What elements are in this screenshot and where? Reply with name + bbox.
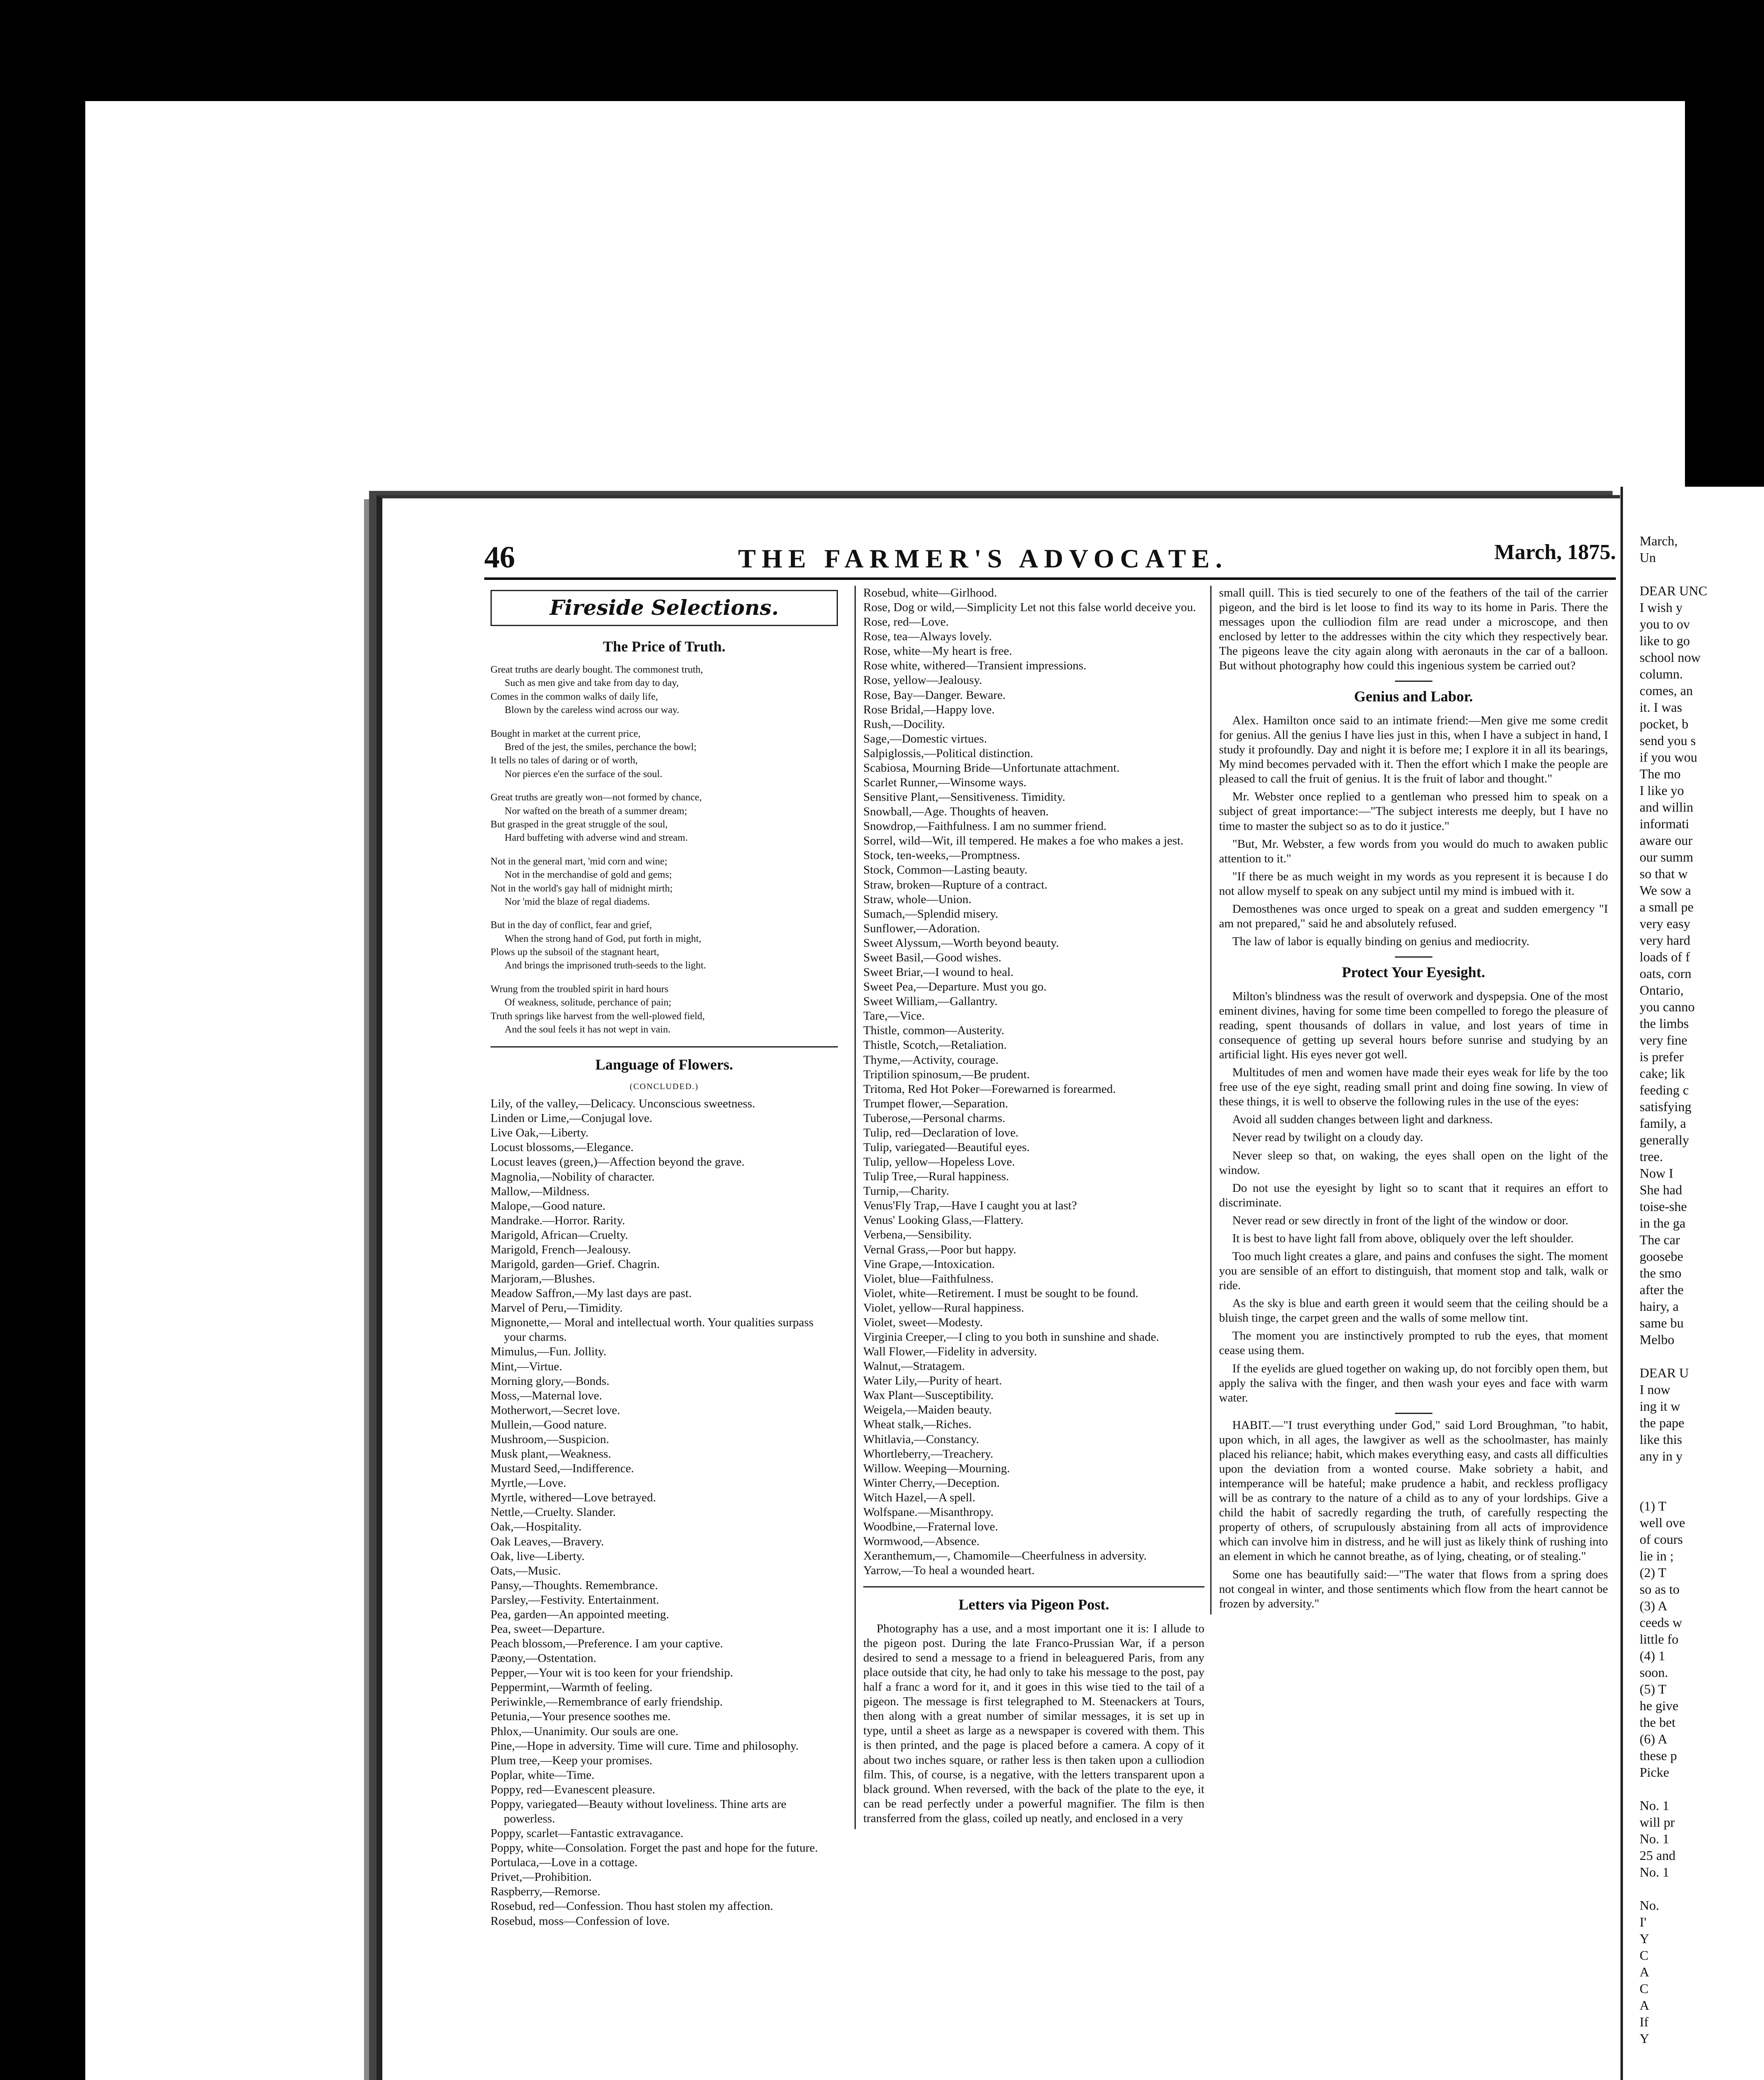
poem-stanza <box>491 855 838 909</box>
flower-entry: Motherwort,—Secret love. <box>491 1403 620 1417</box>
adjacent-line: in the ga <box>1640 1216 1686 1231</box>
adjacent-line: the bet <box>1640 1715 1676 1730</box>
poem-line: And brings the imprisoned truth-seeds to the light. <box>505 960 706 971</box>
adjacent-line: Y <box>1640 1931 1650 1946</box>
flower-entry: Whitlavia,—Constancy. <box>863 1432 979 1446</box>
flower-entry: Sweet Pea,—Departure. Must you go. <box>863 980 1047 994</box>
poem-line: And the soul feels it has not wept in vain. <box>505 1024 671 1035</box>
adjacent-line: same bu <box>1640 1315 1684 1330</box>
adjacent-line: tree. <box>1640 1149 1663 1164</box>
flower-entry: Live Oak,—Liberty. <box>491 1126 589 1140</box>
flower-entry: Stock, Common—Lasting beauty. <box>863 863 1028 877</box>
adjacent-line: (6) A <box>1640 1731 1667 1746</box>
header-rule <box>484 577 1616 580</box>
flower-entry: Mustard Seed,—Indifference. <box>491 1462 634 1476</box>
habit-article <box>1219 1418 1608 1611</box>
flower-entry: Violet, sweet—Modesty. <box>863 1315 983 1329</box>
adjacent-line: Ontario, <box>1640 983 1684 998</box>
flower-entry: Marvel of Peru,—Timidity. <box>491 1301 623 1315</box>
poem-line: Hard buffeting with adverse wind and stream. <box>505 832 688 844</box>
flower-entry: Myrtle,—Love. <box>491 1476 567 1490</box>
flower-entry: Oak Leaves,—Bravery. <box>491 1535 604 1548</box>
flower-entry: Straw, broken—Rupture of a contract. <box>863 878 1048 891</box>
poem-line: Comes in the common walks of daily life, <box>491 691 658 702</box>
adjacent-line: very easy <box>1640 916 1690 931</box>
poem-line: When the strong hand of God, put forth in might, <box>505 933 701 944</box>
adjacent-line: No. <box>1640 1898 1660 1913</box>
genius-paragraph: The law of labor is equally binding on genius and mediocrity. <box>1232 935 1530 948</box>
issue-date: March, 1875. <box>1494 540 1616 564</box>
eyesight-article <box>1219 989 1608 1405</box>
eyesight-paragraph: If the eyelids are glued together on waking up, do not forcibly open them, but apply the saliva with the finger, and then wash your eyes and face with warm water. <box>1219 1362 1608 1404</box>
eyesight-paragraph: Do not use the eyesight by light so to scant that it requires an effort to discriminate. <box>1219 1181 1608 1209</box>
pigeon-article-continued <box>1219 586 1608 673</box>
flower-entry: Sunflower,—Adoration. <box>863 921 980 935</box>
adjacent-line: Y <box>1640 2031 1650 2046</box>
poem-line: Bought in market at the current price, <box>491 728 641 739</box>
flower-entry: Tuberose,—Personal charms. <box>863 1111 1006 1125</box>
flower-entry: Linden or Lime,—Conjugal love. <box>491 1112 653 1125</box>
poem-line: Of weakness, solitude, perchance of pain; <box>505 997 671 1008</box>
adjacent-line: you canno <box>1640 999 1695 1014</box>
flower-entry: Petunia,—Your presence soothes me. <box>491 1710 671 1723</box>
flower-entry: Sensitive Plant,—Sensitiveness. Timidity. <box>863 790 1065 804</box>
genius-paragraph: Mr. Webster once replied to a gentleman who pressed him to speak on a subject of great importance:—"The subject interests me deeply, but I have no time to master the subject so as to do it justice." <box>1219 790 1608 833</box>
flower-entry: Pine,—Hope in adversity. Time will cure. Time and philosophy. <box>491 1739 799 1753</box>
flower-entry: Oak,—Hospitality. <box>491 1520 582 1534</box>
flower-entry: Rose, white—My heart is free. <box>863 644 1012 658</box>
poem-stanza <box>491 983 838 1037</box>
flower-entry: Straw, whole—Union. <box>863 892 971 906</box>
adjacent-line: lie in ; <box>1640 1548 1674 1563</box>
flower-entry: Mushroom,—Suspicion. <box>491 1432 609 1446</box>
poem-line: Great truths are greatly won—not formed by chance, <box>491 792 702 803</box>
adjacent-line: 25 and <box>1640 1848 1676 1863</box>
eyesight-title: Protect Your Eyesight. <box>1342 964 1485 981</box>
flower-entry: Raspberry,—Remorse. <box>491 1885 600 1899</box>
pigeon-title: Letters via Pigeon Post. <box>959 1596 1109 1613</box>
adjacent-line: the smo <box>1640 1265 1682 1280</box>
genius-paragraph: "But, Mr. Webster, a few words from you would do much to awaken public attention to it." <box>1219 837 1608 865</box>
section-title: Fireside Selections. <box>550 595 779 620</box>
eyesight-paragraph: Too much light creates a glare, and pains and confuses the sight. The moment you are sensible of an effort to distinguish, that moment stop and talk, walk or ride. <box>1219 1249 1608 1293</box>
adjacent-line: I now <box>1640 1382 1670 1397</box>
flower-entry: Parsley,—Festivity. Entertainment. <box>491 1593 659 1607</box>
flower-entry: Portulaca,—Love in a cottage. <box>491 1856 638 1870</box>
adjacent-line: after the <box>1640 1282 1684 1297</box>
flower-entry: Vine Grape,—Intoxication. <box>863 1257 995 1271</box>
divider <box>1395 681 1432 682</box>
eyesight-paragraph: Never sleep so that, on waking, the eyes shall open on the light of the window. <box>1219 1149 1608 1177</box>
flower-entry: Rose Bridal,—Happy love. <box>863 703 995 716</box>
flower-entry: Rose, yellow—Jealousy. <box>863 674 982 687</box>
adjacent-line: C <box>1640 1981 1649 1996</box>
flower-entry: Oak, live—Liberty. <box>491 1549 585 1563</box>
flowers-title: Language of Flowers. <box>595 1056 733 1073</box>
adjacent-line: A <box>1640 1998 1650 2013</box>
flower-entry: Venus' Looking Glass,—Flattery. <box>863 1213 1024 1227</box>
poem-line: Plows up the subsoil of the stagnant heart, <box>491 947 659 958</box>
flower-entry: Oats,—Music. <box>491 1564 561 1577</box>
flower-entry: Pea, garden—An appointed meeting. <box>491 1607 669 1621</box>
flower-entry: Tulip, variegated—Beautiful eyes. <box>863 1140 1030 1154</box>
flower-entry: Marigold, garden—Grief. Chagrin. <box>491 1258 660 1271</box>
flower-entry: Willow. Weeping—Mourning. <box>863 1461 1010 1475</box>
flower-entry: Witch Hazel,—A spell. <box>863 1491 976 1504</box>
adjacent-line: A <box>1640 1964 1650 1979</box>
flower-entry: Marigold, African—Cruelty. <box>491 1228 628 1242</box>
flower-entry: Tulip, yellow—Hopeless Love. <box>863 1155 1015 1169</box>
adjacent-line: soon. <box>1640 1665 1668 1680</box>
adjacent-line: (2) T <box>1640 1565 1667 1580</box>
flower-entry: Privet,—Prohibition. <box>491 1870 592 1884</box>
adjacent-line: I wish y <box>1640 600 1683 615</box>
adjacent-line: so that w <box>1640 866 1688 881</box>
flower-entry: Musk plant,—Weakness. <box>491 1447 612 1461</box>
flower-entry: Periwinkle,—Remembrance of early friendship. <box>491 1695 723 1709</box>
flower-entry: Locust leaves (green,)—Affection beyond the grave. <box>491 1155 745 1169</box>
flower-entry: Sweet Briar,—I wound to heal. <box>863 966 1014 979</box>
concluded-note: (CONCLUDED.) <box>629 1082 699 1091</box>
adjacent-line: cake; lik <box>1640 1066 1685 1081</box>
flower-entry: Wall Flower,—Fidelity in adversity. <box>863 1345 1037 1359</box>
flower-entry: Whortleberry,—Treachery. <box>863 1447 993 1461</box>
flower-list-part-2 <box>863 586 1204 1578</box>
flower-entry: Marjoram,—Blushes. <box>491 1272 595 1286</box>
adjacent-line: a small pe <box>1640 899 1694 914</box>
flower-entry: Wormwood,—Absence. <box>863 1535 980 1548</box>
flower-entry: Venus'Fly Trap,—Have I caught you at last? <box>863 1199 1077 1213</box>
adjacent-line: pocket, b <box>1640 716 1689 731</box>
eyesight-paragraph: Never read or sew directly in front of the light of the window or door. <box>1232 1213 1568 1227</box>
poem-line: Such as men give and take from day to day, <box>505 678 679 689</box>
flower-entry: Poppy, white—Consolation. Forget the past and hope for the future. <box>491 1841 818 1855</box>
flower-entry: Peach blossom,—Preference. I am your captive. <box>491 1637 723 1651</box>
eyesight-paragraph: It is best to have light fall from above, obliquely over the left shoulder. <box>1232 1231 1574 1245</box>
flower-entry: Tulip Tree,—Rural happiness. <box>863 1170 1009 1184</box>
adjacent-line: you to ov <box>1640 617 1690 631</box>
adjacent-line: any in y <box>1640 1449 1683 1463</box>
adjacent-line <box>1640 1780 1707 1797</box>
genius-paragraph: "If there be as much weight in my words as you represent it is because I do not allow myself to speak on any subject until my mind is imbued with it. <box>1219 869 1608 898</box>
adjacent-line: hairy, a <box>1640 1299 1679 1314</box>
flower-entry: Poppy, red—Evanescent pleasure. <box>491 1783 655 1796</box>
adjacent-line: is prefer <box>1640 1049 1684 1064</box>
adjacent-line: Un <box>1640 550 1656 565</box>
adjacent-line: No. 1 <box>1640 1798 1670 1813</box>
poem-stanza <box>491 727 838 781</box>
adjacent-line <box>1640 1348 1707 1364</box>
habit-paragraph: Some one has beautifully said:—"The water that flows from a spring does not congeal in winter, and those sentiments which flow from the heart cannot be frozen by adversity." <box>1219 1567 1608 1610</box>
flower-entry: Wheat stalk,—Riches. <box>863 1418 972 1431</box>
flower-entry: Sweet Basil,—Good wishes. <box>863 951 1001 964</box>
page-binding-edge <box>364 499 377 2080</box>
flower-entry: Rose white, withered—Transient impressions. <box>863 659 1087 673</box>
flower-entry: Plum tree,—Keep your promises. <box>491 1753 653 1767</box>
flower-entry: Scabiosa, Mourning Bride—Unfortunate attachment. <box>863 761 1120 775</box>
flower-entry: Poppy, scarlet—Fantastic extravagance. <box>491 1827 684 1840</box>
adjacent-line: of cours <box>1640 1532 1683 1547</box>
adjacent-line: Now I <box>1640 1166 1673 1181</box>
flower-entry: Salpiglossis,—Political distinction. <box>863 746 1033 760</box>
flower-entry: Tare,—Vice. <box>863 1009 925 1023</box>
adjacent-line: loads of f <box>1640 949 1690 964</box>
adjacent-line: If <box>1640 2014 1649 2029</box>
adjacent-line: generally <box>1640 1132 1690 1147</box>
adjacent-line: send you s <box>1640 733 1696 748</box>
flower-entry: Moss,—Maternal love. <box>491 1389 602 1402</box>
divider <box>1395 956 1432 958</box>
flower-entry: Rosebud, moss—Confession of love. <box>491 1914 670 1928</box>
adjacent-line: Picke <box>1640 1765 1670 1780</box>
flower-entry: Mignonette,— Moral and intellectual worth. Your qualities surpass your charms. <box>491 1316 814 1344</box>
flower-entry: Xeranthemum,—, Chamomile—Cheerfulness in adversity. <box>863 1549 1147 1563</box>
genius-paragraph: Demosthenes was once urged to speak on a great and sudden emergency "I am not prepared," said he and absolutely refused. <box>1219 902 1608 931</box>
flower-list-part-1 <box>491 1097 838 1928</box>
eyesight-paragraph: Multitudes of men and women have made their eyes weak for life by the too free use of the eye sight, reading small print and doing fine sowing. In view of these things, it is well to observe the following rules in the use of the eyes: <box>1219 1066 1608 1109</box>
adjacent-line: it. I was <box>1640 700 1682 715</box>
adjacent-line: well ove <box>1640 1515 1685 1530</box>
flower-entry: Rose, tea—Always lovely. <box>863 630 992 644</box>
poem-line: It tells no tales of daring or of worth, <box>491 755 638 766</box>
adjacent-line: school now <box>1640 650 1701 665</box>
eyesight-paragraph: As the sky is blue and earth green it would seem that the ceiling should be a bluish tinge, the carpet green and the walls of some mellow tint. <box>1219 1297 1608 1325</box>
poem-line: Great truths are dearly bought. The commonest truth, <box>491 664 703 676</box>
flower-entry: Lily, of the valley,—Delicacy. Unconscious sweetness. <box>491 1097 756 1111</box>
poem-stanza <box>491 791 838 845</box>
adjacent-line: like to go <box>1640 633 1690 648</box>
eyesight-paragraph: Never read by twilight on a cloudy day. <box>1232 1131 1423 1144</box>
poem-line: Not in the general mart, 'mid corn and wine; <box>491 856 667 867</box>
flower-entry: Rose, red—Love. <box>863 615 949 629</box>
adjacent-line: family, a <box>1640 1116 1686 1131</box>
adjacent-line: C <box>1640 1948 1649 1963</box>
pigeon-article <box>863 1622 1204 1826</box>
flower-entry: Mimulus,—Fun. Jollity. <box>491 1345 607 1359</box>
poem-stanza <box>491 919 838 973</box>
divider <box>491 1046 838 1047</box>
flower-entry: Peppermint,—Warmth of feeling. <box>491 1681 653 1694</box>
flower-entry: Malope,—Good nature. <box>491 1199 606 1213</box>
poem-line: Truth springs like harvest from the well-plowed field, <box>491 1010 705 1022</box>
adjacent-line: oats, corn <box>1640 966 1692 981</box>
flower-entry: Stock, ten-weeks,—Promptness. <box>863 849 1020 862</box>
flower-entry: Myrtle, withered—Love betrayed. <box>491 1491 656 1505</box>
adjacent-line: DEAR UNC <box>1640 583 1707 598</box>
adjacent-line: DEAR U <box>1640 1365 1689 1380</box>
adjacent-line: (4) 1 <box>1640 1648 1665 1663</box>
column-2 <box>855 586 1204 1829</box>
adjacent-line: will pr <box>1640 1815 1675 1830</box>
poem-line: Nor pierces e'en the surface of the soul. <box>505 768 662 780</box>
adjacent-line: he give <box>1640 1698 1679 1713</box>
adjacent-line: I like yo <box>1640 783 1684 798</box>
adjacent-line: the pape <box>1640 1415 1685 1430</box>
poem-line: Not in the world's gay hall of midnight mirth; <box>491 883 673 894</box>
poem-line: Wrung from the troubled spirit in hard hours <box>491 983 669 995</box>
newspaper-page <box>377 495 1620 2080</box>
flower-entry: Violet, yellow—Rural happiness. <box>863 1301 1024 1315</box>
flower-entry: Rush,—Docility. <box>863 717 945 731</box>
adjacent-page-text <box>1640 532 1707 2047</box>
flower-entry: Pepper,—Your wit is too keen for your friendship. <box>491 1666 733 1680</box>
flower-entry: Sweet Alyssum,—Worth beyond beauty. <box>863 936 1059 950</box>
adjacent-line: if you wou <box>1640 750 1697 765</box>
eyesight-paragraph: Avoid all sudden changes between light and darkness. <box>1232 1113 1493 1127</box>
adjacent-line: I' <box>1640 1914 1647 1929</box>
adjacent-line: comes, an <box>1640 683 1693 698</box>
pigeon-paragraph: Photography has a use, and a most important one it is: I allude to the pigeon post. During the late Franco-Prussian War, if a person desired to send a message to a friend in beleaguered Paris, from any place outside that city, he had only to take his message to the post, pay half a franc a word for it, and it goes in this wise tied to the tail of a pigeon. The message is first telegraphed to M. Steenackers at Tours, then along with a great number of similar messages, it is set up in type, until a sheet as large as a newspaper is covered with them. This is then printed, and the page is placed before a camera. A copy of it about two inches square, or rather less is then taken upon a culliodion film. This, of course, is a negative, with the letters transparent upon a black ground. When reversed, with the back of the plate to the eye, it can be read perfectly under a powerful magnifier. The film is then transferred from the glass, coiled up neatly, and enclosed in a very <box>863 1622 1204 1825</box>
eyesight-paragraph: Milton's blindness was the result of overwork and dyspepsia. One of the most eminent divines, having for some time been compelled to forego the pleasure of reading, spent thousands of dollars in value, and lost years of time in consequence of getting up several hours before sunrise and studying by an artificial light. His eyes never got well. <box>1219 989 1608 1062</box>
poem-line: Nor wafted on the breath of a summer dream; <box>505 805 687 817</box>
flower-entry: Tulip, red—Declaration of love. <box>863 1126 1019 1139</box>
flower-entry: Nettle,—Cruelty. Slander. <box>491 1506 616 1519</box>
flower-entry: Pæony,—Ostentation. <box>491 1652 597 1665</box>
flower-entry: Meadow Saffron,—My last days are past. <box>491 1287 692 1300</box>
flower-entry: Triptilion spinosum,—Be prudent. <box>863 1067 1030 1081</box>
adjacent-line: informati <box>1640 816 1690 831</box>
flower-entry: Snowdrop,—Faithfulness. I am no summer friend. <box>863 820 1107 833</box>
adjacent-line: little fo <box>1640 1632 1679 1647</box>
flower-entry: Violet, white—Retirement. I must be sought to be found. <box>863 1286 1139 1300</box>
adjacent-line: No. 1 <box>1640 1865 1670 1879</box>
poem-line: But grasped in the great struggle of the soul, <box>491 819 668 830</box>
adjacent-line: Melbo <box>1640 1332 1675 1347</box>
flower-entry: Mullein,—Good nature. <box>491 1418 607 1431</box>
adjacent-line: goosebe <box>1640 1249 1683 1264</box>
poem <box>491 663 838 1036</box>
flower-entry: Virginia Creeper,—I cling to you both in sunshine and shade. <box>863 1330 1159 1344</box>
flower-entry: Thistle, common—Austerity. <box>863 1024 1004 1038</box>
flower-entry: Poppy, variegated—Beauty without loveliness. Thine arts are powerless. <box>491 1797 787 1825</box>
adjacent-line: The mo <box>1640 766 1681 781</box>
flower-entry: Sweet William,—Gallantry. <box>863 995 998 1008</box>
column-3 <box>1210 586 1608 1614</box>
pigeon-paragraph: small quill. This is tied securely to one of the feathers of the tail of the carrier pigeon, and the bird is let loose to find its way to its home in Paris. There the messages upon the culliodion film are read under a microscope, and then enclosed by letter to the addresses within the city which they respectively bear. The pigeons leave the city again along with aeronauts in the car of a balloon. But without photography how could this ingenious system be carried out? <box>1219 586 1608 673</box>
adjacent-line: very fine <box>1640 1033 1687 1047</box>
adjacent-line: like this <box>1640 1432 1682 1447</box>
adjacent-line: very hard <box>1640 933 1690 948</box>
flower-entry: Magnolia,—Nobility of character. <box>491 1170 655 1184</box>
adjacent-line: aware our <box>1640 833 1693 848</box>
adjacent-line: No. 1 <box>1640 1831 1670 1846</box>
page-number: 46 <box>484 540 515 574</box>
flower-entry: Marigold, French—Jealousy. <box>491 1243 631 1256</box>
adjacent-line <box>1640 566 1707 582</box>
adjacent-line: The car <box>1640 1232 1680 1247</box>
poem-line: Bred of the jest, the smiles, perchance the bowl; <box>505 742 697 753</box>
adjacent-line: toise-she <box>1640 1199 1687 1214</box>
flower-entry: Poplar, white—Time. <box>491 1768 595 1782</box>
flower-entry: Snowball,—Age. Thoughts of heaven. <box>863 805 1049 819</box>
genius-title: Genius and Labor. <box>1354 688 1473 705</box>
habit-paragraph: HABIT.—"I trust everything under God," said Lord Broughman, "to habit, upon which, in all ages, the lawgiver as well as the schoolmaster, has mainly placed his reliance; habit, which makes everything easy, and casts all difficulties upon the deviation from a wonted course. Make sobriety a habit, and intemperance will be hateful; make prudence a habit, and reckless profligacy will be as contrary to the nature of a child as to any of your lordships. Give a child the habit of sacredly regarding the truth, of carefully respecting the property of others, of scrupulously abstaining from all acts of improvidence which can involve him in distress, and he will just as likely think of rushing into an element in which he cannot breathe, as of lying, cheating, or of stealing." <box>1219 1418 1608 1563</box>
flower-entry: Sumach,—Splendid misery. <box>863 907 998 921</box>
adjacent-line: (3) A <box>1640 1598 1667 1613</box>
flower-entry: Woodbine,—Fraternal love. <box>863 1520 998 1533</box>
column-1 <box>491 586 838 1929</box>
adjacent-line <box>1640 1880 1707 1897</box>
genius-article <box>1219 713 1608 949</box>
page-header <box>484 540 1616 577</box>
poem-line: Not in the merchandise of gold and gems; <box>505 869 672 881</box>
flower-entry: Morning glory,—Bonds. <box>491 1374 609 1388</box>
flower-entry: Locust blossoms,—Elegance. <box>491 1141 634 1154</box>
flower-entry: Rose, Bay—Danger. Beware. <box>863 688 1006 702</box>
adjacent-line: so as to <box>1640 1582 1680 1597</box>
flower-entry: Mandrake.—Horror. Rarity. <box>491 1213 625 1227</box>
flower-entry: Tritoma, Red Hot Poker—Forewarned is forearmed. <box>863 1082 1116 1096</box>
flower-entry: Water Lily,—Purity of heart. <box>863 1374 1002 1388</box>
flower-entry: Wax Plant—Susceptibility. <box>863 1389 994 1402</box>
adjacent-line: feeding c <box>1640 1082 1689 1097</box>
flower-entry: Rosebud, red—Confession. Thou hast stolen my affection. <box>491 1899 773 1913</box>
adjacent-line: We sow a <box>1640 883 1691 898</box>
flower-entry: Trumpet flower,—Separation. <box>863 1097 1008 1110</box>
poem-stanza <box>491 663 838 717</box>
flower-entry: Violet, blue—Faithfulness. <box>863 1272 994 1285</box>
poem-line: Blown by the careless wind across our way. <box>505 705 679 716</box>
flower-entry: Phlox,—Unanimity. Our souls are one. <box>491 1724 679 1738</box>
flower-entry: Scarlet Runner,—Winsome ways. <box>863 776 1027 790</box>
section-header-box <box>491 590 838 626</box>
flower-entry: Turnip,—Charity. <box>863 1184 949 1198</box>
poem-title: The Price of Truth. <box>603 638 726 655</box>
adjacent-line: these p <box>1640 1748 1677 1763</box>
flower-entry: Weigela,—Maiden beauty. <box>863 1403 992 1417</box>
flower-entry: Pansy,—Thoughts. Remembrance. <box>491 1578 658 1592</box>
flower-entry: Thistle, Scotch,—Retaliation. <box>863 1038 1007 1052</box>
adjacent-line: satisfying <box>1640 1099 1692 1114</box>
flower-entry: Mint,—Virtue. <box>491 1359 562 1373</box>
flower-entry: Sorrel, wild—Wit, ill tempered. He makes a foe who makes a jest. <box>863 834 1184 848</box>
adjacent-line: ing it w <box>1640 1399 1680 1414</box>
poem-line: Nor 'mid the blaze of regal diadems. <box>505 896 650 907</box>
divider <box>863 1586 1204 1587</box>
eyesight-paragraph: The moment you are instinctively prompted to rub the eyes, that moment cease using them. <box>1219 1329 1608 1357</box>
adjacent-line <box>1640 1464 1707 1481</box>
adjacent-line: ceeds w <box>1640 1615 1682 1630</box>
flower-entry: Mallow,—Mildness. <box>491 1184 590 1198</box>
adjacent-line <box>1640 1481 1707 1498</box>
adjacent-page <box>1620 487 1764 2080</box>
flower-entry: Sage,—Domestic virtues. <box>863 732 987 745</box>
flower-entry: Verbena,—Sensibility. <box>863 1228 972 1242</box>
adjacent-line: March, <box>1640 533 1678 548</box>
genius-paragraph: Alex. Hamilton once said to an intimate friend:—Men give me some credit for genius. All the genius I have lies just in this, when I have a subject in hand, I study it profoundly. Day and night it is before me; I explore it in all its bearings, My mind becomes pervaded with it. Then the effort which I make the people are pleased to call the fruit of genius. It is the fruit of labor and thought." <box>1219 714 1608 786</box>
adjacent-line: the limbs <box>1640 1016 1689 1031</box>
adjacent-line: our summ <box>1640 849 1693 864</box>
flower-entry: Yarrow,—To heal a wounded heart. <box>863 1564 1035 1577</box>
adjacent-line: She had <box>1640 1182 1682 1197</box>
flower-entry: Winter Cherry,—Deception. <box>863 1476 1000 1490</box>
flower-entry: Walnut,—Stratagem. <box>863 1359 965 1373</box>
flower-entry: Wolfspane.—Misanthropy. <box>863 1505 994 1519</box>
adjacent-line: column. <box>1640 666 1683 681</box>
adjacent-line: (5) T <box>1640 1681 1667 1696</box>
flower-entry: Thyme,—Activity, courage. <box>863 1053 999 1067</box>
flower-entry: Pea, sweet—Departure. <box>491 1622 605 1636</box>
masthead: THE FARMER'S ADVOCATE. <box>738 544 1228 573</box>
divider <box>1395 1413 1432 1414</box>
flower-entry: Rose, Dog or wild,—Simplicity Let not this false world deceive you. <box>863 601 1196 614</box>
poem-line: But in the day of conflict, fear and grief, <box>491 920 652 931</box>
adjacent-line: and willin <box>1640 800 1693 815</box>
adjacent-line: (1) T <box>1640 1498 1667 1513</box>
flower-entry: Vernal Grass,—Poor but happy. <box>863 1243 1016 1256</box>
flower-entry: Rosebud, white—Girlhood. <box>863 586 997 599</box>
